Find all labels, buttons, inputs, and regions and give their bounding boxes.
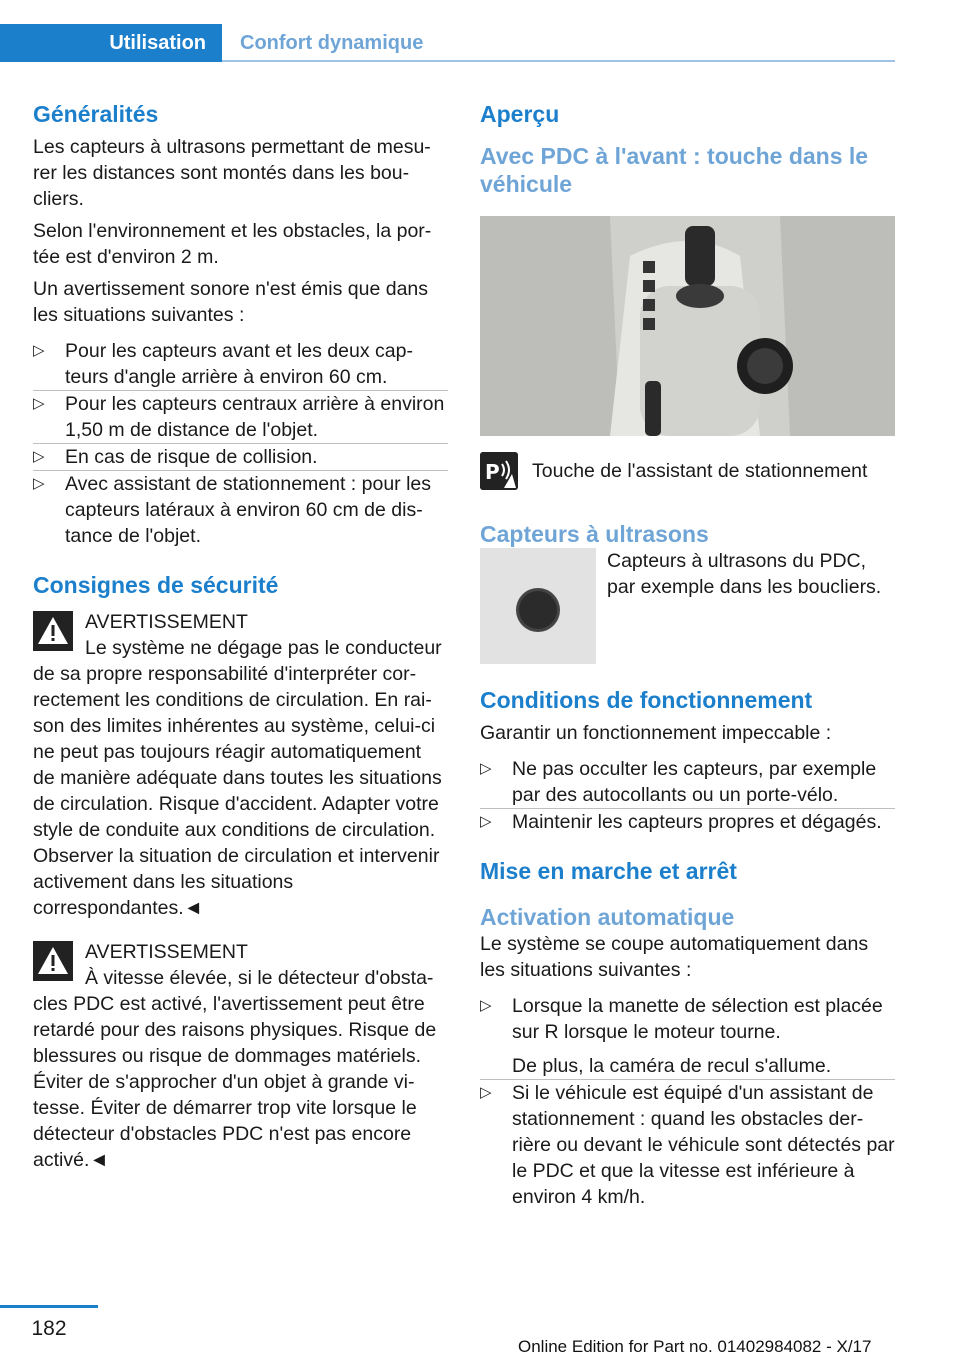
auto-title: Activation automatique	[480, 904, 735, 930]
list-item: ▷ Ne pas occulter les capteurs, par exemple par des autocollants ou un porte-vélo.	[480, 758, 877, 806]
safety-title: Consignes de sécurité	[33, 572, 279, 598]
chapter-tab-inactive[interactable]: Confort dynamique	[240, 31, 424, 54]
general-title: Généralités	[33, 101, 159, 127]
warning-block-2	[33, 939, 448, 1173]
edition-note: Online Edition for Part no. 01402984082 - X/17	[518, 1337, 872, 1356]
auto-bullet1-extra: De plus, la caméra de recul s'allume.	[512, 1055, 832, 1077]
sensor-icon	[480, 548, 596, 664]
triangle-bullet-icon: ▷	[480, 813, 492, 830]
warning-text-1: Le système ne dégage pas le conducteur de sa propre responsabilité d'interpréter correctement les conditions de circulation. En raison des limites inhérentes au système, celui-ci ne peut pas toujours réagir automatiquement de manière adéquate dans toutes les situations de circulation. Risque d'accident. Adapter votre style de conduite aux conditions de circulation. Observer la situation de circulation et intervenir activement dans les situations correspondantes.◄	[33, 637, 442, 919]
list-item: ▷ Avec assistant de stationnement : pour les capteurs latéraux à environ 60 cm de distance de l'objet.	[33, 473, 432, 547]
warning-triangle-icon	[33, 611, 73, 651]
center-console-illustration	[480, 216, 895, 436]
left-column	[33, 100, 448, 1173]
general-paragraph-2: Selon l'environnement et les obstacles, la portée est d'environ 2 m.	[33, 220, 432, 268]
sensors-caption: Capteurs à ultrasons du PDC, par exemple dans les boucliers.	[607, 550, 882, 598]
auto-list	[480, 993, 895, 1210]
pdc-button-caption: Touche de l'assistant de stationnement	[532, 460, 868, 482]
warning-text-2: À vitesse élevée, si le détecteur d'obstacles PDC est activé, l'avertissement peut être retardé pour des raisons physiques. Risque de blessures ou risque de dommages matériels. Éviter de s'approcher d'un objet à grande vitesse. Éviter de démarrer trop vite lorsque le détecteur d'obstacles PDC n'est pas encore activé.◄	[33, 967, 437, 1171]
auto-intro: Le système se coupe automatiquement dans les situations suivantes :	[480, 933, 869, 981]
pdc-front-title: Avec PDC à l'avant : touche dans le véhicule	[480, 143, 869, 197]
conditions-list	[480, 756, 895, 835]
page-number: 182	[31, 1317, 67, 1340]
console-photo	[480, 216, 895, 436]
triangle-bullet-icon: ▷	[33, 448, 45, 465]
sensor-section	[480, 548, 895, 664]
general-paragraph-3: Un avertissement sonore n'est émis que dans les situations suivantes :	[33, 278, 429, 326]
pdc-button-row	[480, 458, 895, 498]
triangle-bullet-icon: ▷	[480, 1084, 492, 1101]
chapter-tab-active[interactable]: Utilisation	[0, 24, 222, 62]
onoff-title: Mise en marche et arrêt	[480, 858, 737, 884]
parking-assist-icon	[480, 452, 518, 490]
list-item: ▷ Pour les capteurs centraux arrière à environ 1,50 m de distance de l'objet.	[33, 393, 445, 441]
list-item: ▷ Lorsque la manette de sélection est placée sur R lorsque le moteur tourne. De plus, la caméra de recul s'allume.	[480, 993, 895, 1079]
list-item: ▷ Pour les capteurs avant et les deux capteurs d'angle arrière à environ 60 cm.	[33, 340, 413, 388]
sensors-title: Capteurs à ultrasons	[480, 521, 709, 547]
warning-triangle-icon	[33, 941, 73, 981]
header-rule	[222, 60, 895, 62]
footer-rule	[0, 1305, 98, 1308]
conditions-intro: Garantir un fonctionnement impeccable :	[480, 722, 832, 744]
general-paragraph-1: Les capteurs à ultrasons permettant de mesurer les distances sont montés dans les boucliers.	[33, 136, 431, 210]
triangle-bullet-icon: ▷	[33, 475, 45, 492]
ultrasonic-sensor-image	[480, 548, 596, 664]
triangle-bullet-icon: ▷	[480, 997, 492, 1014]
warning-label-1: AVERTISSEMENT	[85, 611, 248, 633]
triangle-bullet-icon: ▷	[480, 760, 492, 777]
list-item: ▷ Maintenir les capteurs propres et dégagés.	[480, 811, 882, 833]
overview-title: Aperçu	[480, 101, 560, 127]
svg-text:P: P	[485, 460, 500, 484]
right-column	[480, 100, 895, 1210]
triangle-bullet-icon: ▷	[33, 342, 45, 359]
triangle-bullet-icon: ▷	[33, 395, 45, 412]
warning-situations-list	[33, 338, 448, 549]
warning-block-1	[33, 609, 448, 921]
warning-label-2: AVERTISSEMENT	[85, 941, 248, 963]
list-item: ▷ En cas de risque de collision.	[33, 446, 318, 468]
list-item: ▷ Si le véhicule est équipé d'un assistant de stationnement : quand les obstacles derrière ou devant le véhicule sont détectés par le PDC et que la vitesse est inférieure à environ 4 km/h.	[480, 1082, 895, 1208]
conditions-title: Conditions de fonctionnement	[480, 687, 813, 713]
